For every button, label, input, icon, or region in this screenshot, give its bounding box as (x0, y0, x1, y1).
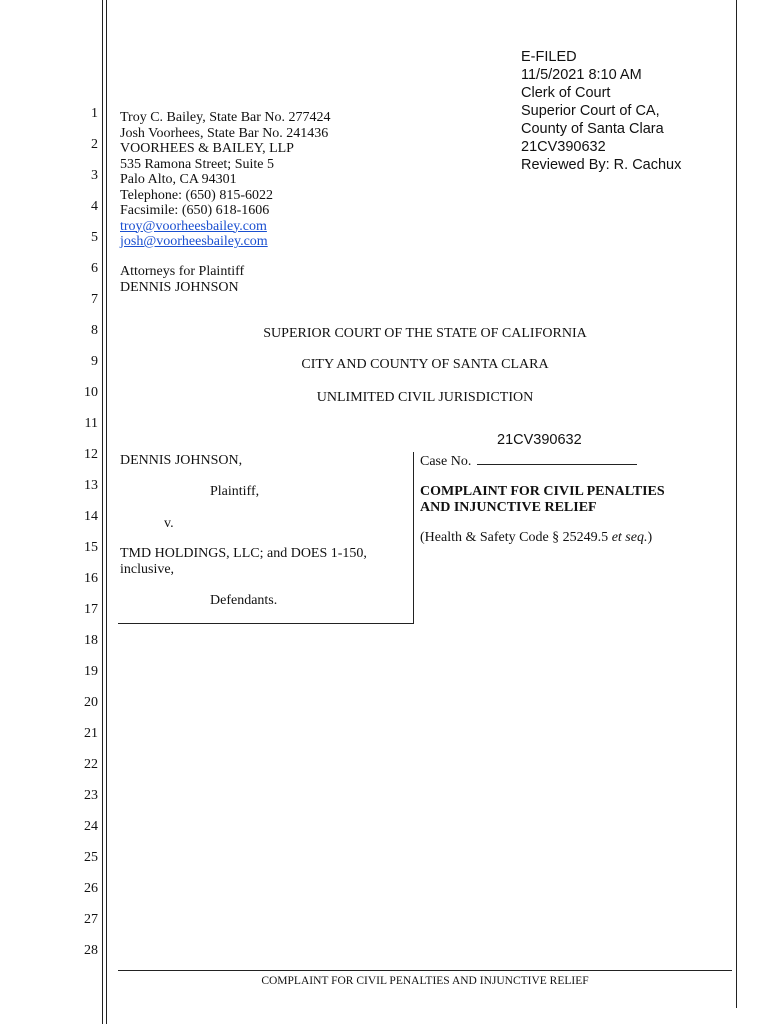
address-line-1: 535 Ramona Street; Suite 5 (120, 156, 274, 172)
complaint-title-line-1: COMPLAINT FOR CIVIL PENALTIES (420, 484, 665, 499)
footer-rule (118, 970, 732, 971)
line-number: 10 (84, 385, 98, 400)
caption-divider (413, 452, 414, 624)
attorneys-for-label: Attorneys for Plaintiff (120, 264, 245, 279)
efiled-line: 21CV390632 (521, 139, 606, 155)
email-link-troy[interactable]: troy@voorheesbailey.com (120, 218, 267, 234)
law-firm-name: VOORHEES & BAILEY, LLP (120, 141, 294, 156)
footer-title: COMPLAINT FOR CIVIL PENALTIES AND INJUNCTIVE RELIEF (261, 975, 589, 987)
line-number: 27 (84, 912, 98, 927)
statute-prefix: (Health & Safety Code § 25249.5 (420, 530, 612, 545)
line-number: 12 (84, 447, 98, 462)
line-number: 9 (91, 354, 98, 369)
line-number: 14 (84, 509, 98, 524)
line-number: 21 (84, 726, 98, 741)
defendant-role: Defendants. (210, 593, 278, 608)
line-number: 24 (84, 819, 98, 834)
line-number: 20 (84, 695, 98, 710)
line-number: 16 (84, 571, 98, 586)
line-number: 23 (84, 788, 98, 803)
statute-reference (420, 530, 652, 546)
case-no-label: Case No. (420, 454, 472, 469)
line-number: 7 (91, 292, 98, 307)
line-number: 3 (91, 168, 98, 183)
court-name: SUPERIOR COURT OF THE STATE OF CALIFORNIA (263, 326, 587, 341)
left-margin-line-inner (106, 0, 107, 1024)
complaint-title (420, 484, 665, 516)
efiled-line: Reviewed By: R. Cachux (521, 157, 682, 173)
line-number: 4 (91, 199, 98, 214)
efiled-line: County of Santa Clara (521, 121, 664, 137)
caption-bottom-rule (118, 623, 414, 624)
attorney-line-1: Troy C. Bailey, State Bar No. 277424 (120, 110, 331, 125)
case-number-stamp: 21CV390632 (497, 432, 582, 448)
efiled-line: Superior Court of CA, (521, 103, 660, 119)
efiled-line: 11/5/2021 8:10 AM (521, 67, 642, 83)
line-number: 1 (91, 106, 98, 121)
attorneys-for-name: DENNIS JOHNSON (120, 279, 239, 295)
address-line-2: Palo Alto, CA 94301 (120, 172, 237, 187)
attorney-line-2: Josh Voorhees, State Bar No. 241436 (120, 125, 329, 141)
complaint-title-line-2: AND INJUNCTIVE RELIEF (420, 500, 597, 515)
efiled-line: Clerk of Court (521, 85, 611, 101)
line-number: 18 (84, 633, 98, 648)
attorney-block (120, 110, 331, 250)
defendant-name-cont: inclusive, (120, 562, 175, 577)
statute-suffix: ) (647, 530, 653, 545)
plaintiff-name: DENNIS JOHNSON, (120, 453, 243, 468)
case-no-blank (477, 452, 637, 465)
line-number: 17 (84, 602, 98, 617)
telephone: Telephone: (650) 815-6022 (120, 187, 273, 203)
attorneys-for-block (120, 264, 244, 295)
efiled-line: E-FILED (521, 49, 577, 65)
line-number: 28 (84, 943, 98, 958)
line-number: 26 (84, 881, 98, 896)
court-county: CITY AND COUNTY OF SANTA CLARA (301, 357, 549, 372)
line-number: 19 (84, 664, 98, 679)
line-number: 25 (84, 850, 98, 865)
case-no (420, 452, 637, 470)
court-jurisdiction: UNLIMITED CIVIL JURISDICTION (316, 390, 534, 405)
line-number: 13 (84, 478, 98, 493)
line-number: 6 (91, 261, 98, 276)
plaintiff-role: Plaintiff, (210, 484, 260, 499)
email-link-josh[interactable]: josh@voorheesbailey.com (120, 234, 268, 249)
defendant-name: TMD HOLDINGS, LLC; and DOES 1-150, (120, 546, 367, 561)
efiled-stamp (521, 48, 761, 174)
left-margin-line-outer (102, 0, 103, 1024)
versus: v. (164, 516, 174, 531)
facsimile: Facsimile: (650) 618-1606 (120, 203, 270, 218)
line-number: 5 (91, 230, 98, 245)
line-number: 2 (91, 137, 98, 152)
line-number: 8 (91, 323, 98, 338)
line-number: 22 (84, 757, 98, 772)
statute-et-seq: et seq. (611, 530, 648, 545)
line-number: 11 (84, 416, 98, 431)
line-number: 15 (84, 540, 98, 555)
